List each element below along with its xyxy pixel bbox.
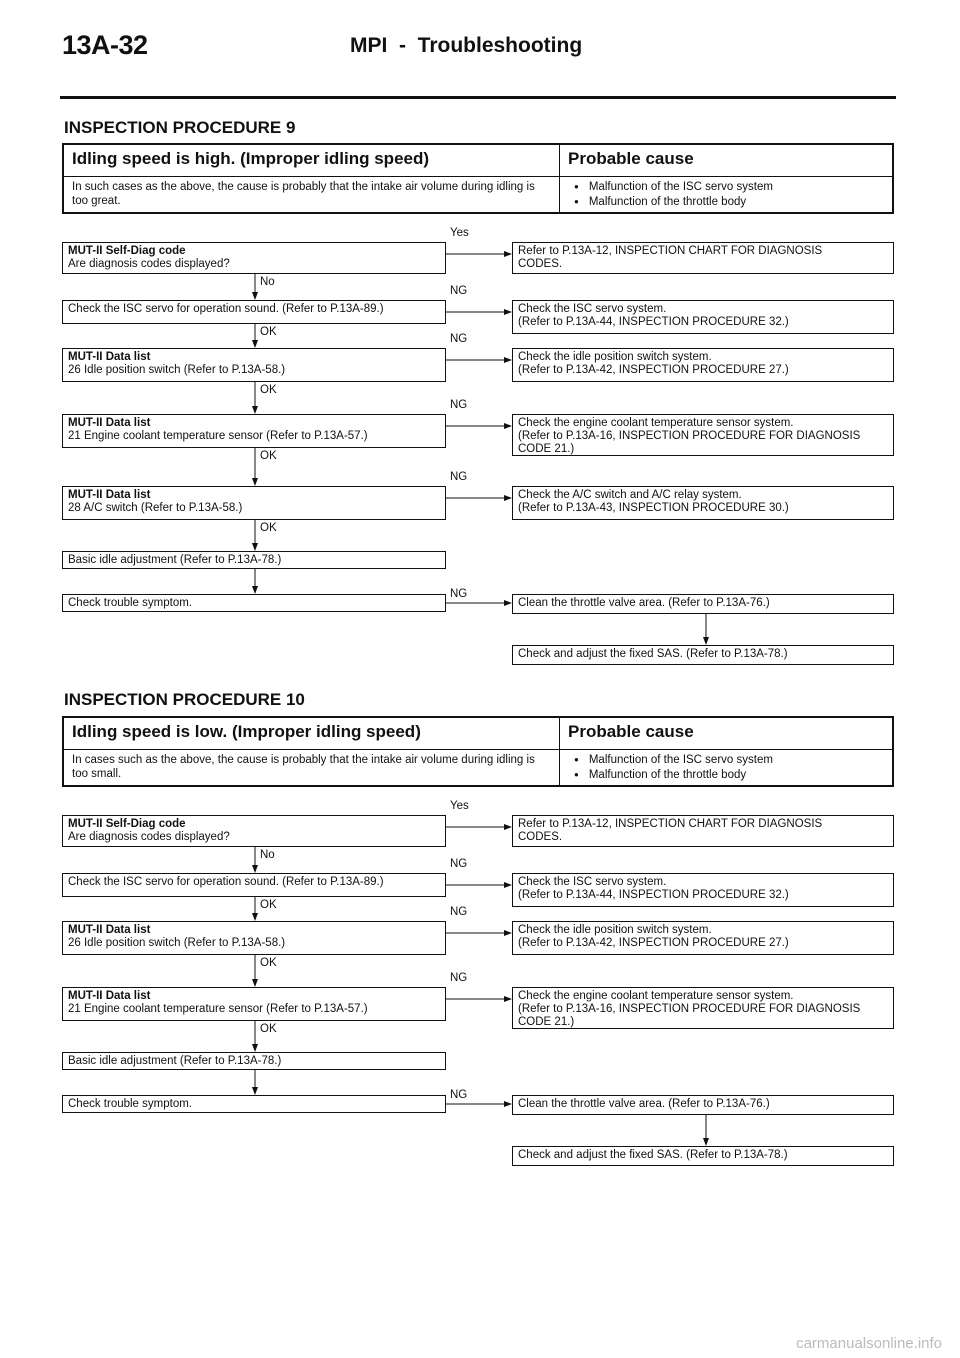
check-step-title: MUT-II Data list (68, 351, 151, 363)
check-step-text: 26 Idle position switch (Refer to P.13A-58.) (68, 937, 286, 949)
action-text: (Refer to P.13A-43, INSPECTION PROCEDURE 30.) (518, 502, 789, 514)
check-step-text: Check the ISC servo for operation sound. (Refer to P.13A-89.) (68, 303, 384, 315)
check-step-text: Are diagnosis codes displayed? (68, 831, 230, 843)
symptom-description: In such cases as the above, the cause is probably that the intake air volume during idling is too great. (64, 177, 560, 212)
action-text: Check the A/C switch and A/C relay system. (518, 489, 742, 501)
check-step-text: Are diagnosis codes displayed? (68, 258, 230, 270)
probable-cause-heading: Probable cause (568, 722, 694, 741)
action-text: CODE 21.) (518, 443, 575, 455)
action-text: Refer to P.13A-12, INSPECTION CHART FOR DIAGNOSIS (518, 245, 823, 257)
branch-label: NG (450, 399, 468, 411)
flow-label: OK (260, 1023, 277, 1035)
action-text: (Refer to P.13A-44, INSPECTION PROCEDURE 32.) (518, 889, 789, 901)
action-box (512, 242, 894, 274)
action-text: CODES. (518, 831, 563, 843)
basic-idle-box: Basic idle adjustment (Refer to P.13A-78.) (62, 551, 446, 569)
branch-label: NG (450, 333, 468, 345)
clean-throttle-box: Clean the throttle valve area. (Refer to P.13A-76.) (512, 594, 894, 614)
action-text: (Refer to P.13A-42, INSPECTION PROCEDURE 27.) (518, 364, 789, 376)
check-step-box (62, 815, 446, 847)
flow-label: OK (260, 384, 277, 396)
summary-body-row (64, 177, 892, 212)
flow-label: OK (260, 957, 277, 969)
check-step-box (62, 873, 446, 897)
action-box (512, 486, 894, 520)
branch-label: Yes (450, 800, 469, 812)
probable-cause-list (560, 750, 892, 785)
probable-cause-list (560, 177, 892, 212)
probable-cause-item: ● Malfunction of the throttle body (574, 195, 892, 210)
check-symptom-box: Check trouble symptom. (62, 1095, 446, 1113)
check-step-title: MUT-II Data list (68, 489, 151, 501)
check-step-title: MUT-II Data list (68, 990, 151, 1002)
flow-label: No (260, 276, 275, 288)
action-box (512, 873, 894, 907)
page-title: MPI - Troubleshooting (350, 34, 583, 57)
action-box (512, 300, 894, 334)
check-step-title: MUT-II Data list (68, 417, 151, 429)
check-step-text: 28 A/C switch (Refer to P.13A-58.) (68, 502, 243, 514)
check-step-title: MUT-II Self-Diag code (68, 245, 186, 257)
action-text: (Refer to P.13A-44, INSPECTION PROCEDURE 32.) (518, 316, 789, 328)
action-box (512, 987, 894, 1029)
action-box (512, 815, 894, 847)
check-step-text: 21 Engine coolant temperature sensor (Refer to P.13A-57.) (68, 1003, 368, 1015)
check-step-box (62, 921, 446, 955)
action-text: Refer to P.13A-12, INSPECTION CHART FOR DIAGNOSIS (518, 818, 823, 830)
action-box (512, 921, 894, 955)
check-step-title: MUT-II Self-Diag code (68, 818, 186, 830)
symptom-heading: Idling speed is low. (Improper idling speed) (64, 718, 560, 749)
check-step-text: 26 Idle position switch (Refer to P.13A-58.) (68, 364, 286, 376)
summary-header-row (64, 718, 892, 750)
branch-label: NG (450, 1089, 468, 1101)
check-step-box (62, 242, 446, 274)
probable-cause-heading: Probable cause (568, 149, 694, 168)
probable-cause-item: ● Malfunction of the ISC servo system (574, 753, 892, 768)
action-text: (Refer to P.13A-16, INSPECTION PROCEDURE FOR DIAGNOSIS (518, 1003, 861, 1015)
flow-label: No (260, 849, 275, 861)
probable-cause-item: ● Malfunction of the throttle body (574, 768, 892, 783)
action-text: (Refer to P.13A-42, INSPECTION PROCEDURE 27.) (518, 937, 789, 949)
check-step-box (62, 486, 446, 520)
action-box (512, 348, 894, 382)
action-text: Check the idle position switch system. (518, 924, 712, 936)
action-text: CODES. (518, 258, 563, 270)
action-text: Check the ISC servo system. (518, 303, 667, 315)
check-symptom-box: Check trouble symptom. (62, 594, 446, 612)
flow-label: OK (260, 899, 277, 911)
flow-label: OK (260, 450, 277, 462)
symptom-heading: Idling speed is high. (Improper idling speed) (64, 145, 560, 176)
branch-label: NG (450, 471, 468, 483)
adjust-sas-box: Check and adjust the fixed SAS. (Refer to P.13A-78.) (512, 1146, 894, 1166)
check-step-box (62, 414, 446, 448)
branch-label: NG (450, 285, 468, 297)
branch-label: NG (450, 972, 468, 984)
check-step-box (62, 348, 446, 382)
summary-header-row (64, 145, 892, 177)
symptom-summary-table (62, 716, 894, 787)
branch-label: NG (450, 906, 468, 918)
action-text: Check the idle position switch system. (518, 351, 712, 363)
check-step-box (62, 987, 446, 1021)
check-step-box (62, 300, 446, 324)
watermark: carmanualsonline.info (796, 1335, 942, 1352)
branch-label: NG (450, 858, 468, 870)
action-text: CODE 21.) (518, 1016, 575, 1028)
procedure-title: INSPECTION PROCEDURE 10 (64, 690, 305, 709)
check-step-text: Check the ISC servo for operation sound. (Refer to P.13A-89.) (68, 876, 384, 888)
probable-cause-item: ● Malfunction of the ISC servo system (574, 180, 892, 195)
basic-idle-box: Basic idle adjustment (Refer to P.13A-78.) (62, 1052, 446, 1070)
check-step-text: 21 Engine coolant temperature sensor (Refer to P.13A-57.) (68, 430, 368, 442)
page-number: 13A-32 (62, 30, 148, 60)
adjust-sas-box: Check and adjust the fixed SAS. (Refer to P.13A-78.) (512, 645, 894, 665)
branch-label: NG (450, 588, 468, 600)
action-text: (Refer to P.13A-16, INSPECTION PROCEDURE FOR DIAGNOSIS (518, 430, 861, 442)
action-text: Check the engine coolant temperature sensor system. (518, 990, 794, 1002)
procedure-title: INSPECTION PROCEDURE 9 (64, 118, 296, 137)
symptom-description: In cases such as the above, the cause is probably that the intake air volume during idling is too small. (64, 750, 560, 785)
flow-label: OK (260, 326, 277, 338)
action-box (512, 414, 894, 456)
summary-body-row (64, 750, 892, 785)
clean-throttle-box: Clean the throttle valve area. (Refer to P.13A-76.) (512, 1095, 894, 1115)
check-step-title: MUT-II Data list (68, 924, 151, 936)
symptom-summary-table (62, 143, 894, 214)
action-text: Check the ISC servo system. (518, 876, 667, 888)
flow-label: OK (260, 522, 277, 534)
action-text: Check the engine coolant temperature sensor system. (518, 417, 794, 429)
branch-label: Yes (450, 227, 469, 239)
